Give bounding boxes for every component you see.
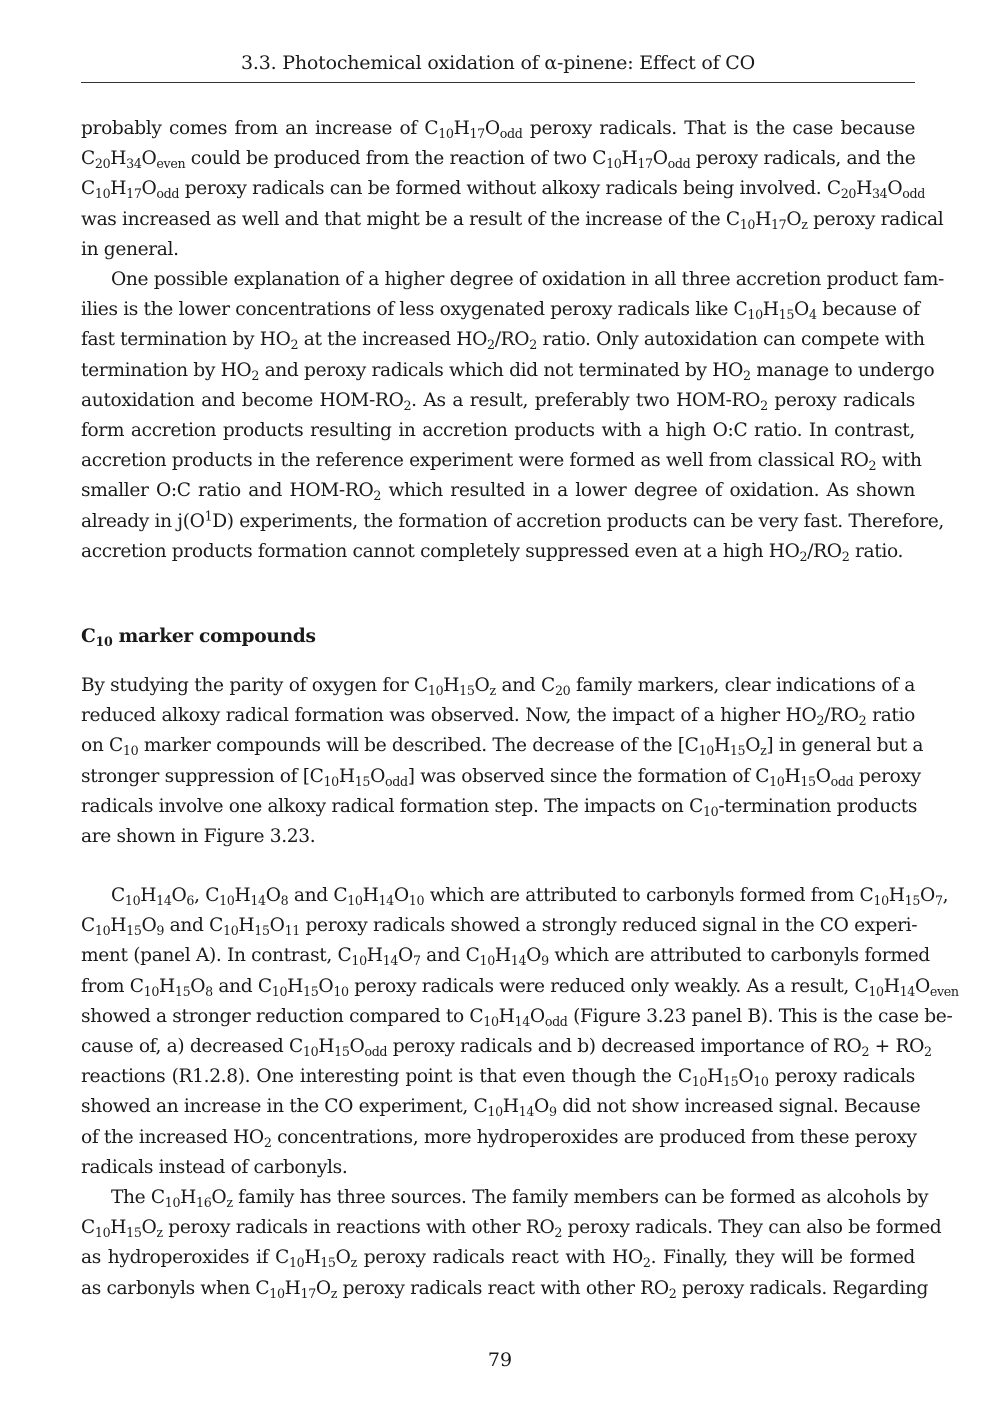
text-line: accretion products in the reference experiment were formed as well from classical $RO_2$ with [81,450,922,474]
text-line: accretion products formation cannot completely suppressed even at a high $HO_2/RO_2$ ratio. [81,540,904,564]
text-line: reactions (R1.2.8). One interesting point is that even though the $C_{10}H_{15}O_{10}$ peroxy radicals [81,1066,915,1090]
header-rule [81,82,915,83]
text-line: probably comes from an increase of $C_{10}H_{17}O_{odd}$ peroxy radicals. That is the case because [81,118,915,142]
text-line: are shown in Figure 3.23. [81,825,316,847]
paragraph-carbonyls [81,881,959,1183]
text-line: was increased as well and that might be a result of the increase of the $C_{10}H_{17}O_z$ peroxy radical [81,208,944,232]
paragraph-parity-of-oxygen [81,671,924,852]
text-line: as hydroperoxides if $C_{10}H_{15}O_z$ peroxy radicals react with $HO_2$. Finally, they will be formed [81,1247,915,1271]
paragraph-accretion-explanation [81,265,944,567]
text-line: cause of, a) decreased $C_{10}H_{15}O_{odd}$ peroxy radicals and b) decreased importance of $RO_2 + RO_2$ [81,1035,932,1059]
text-line: autoxidation and become HOM-$RO_2$. As a result, preferably two HOM-$RO_2$ peroxy radicals [81,389,916,413]
text-line: $C_{10}H_{15}O_z$ peroxy radicals in reactions with other $RO_2$ peroxy radicals. They can also be formed [81,1217,942,1241]
text-line: radicals involve one alkoxy radical formation step. The impacts on $C_{10}$-termination products [81,795,918,819]
text-line: ilies is the lower concentrations of less oxygenated peroxy radicals like $C_{10}H_{15}O_4$ because of [81,299,920,323]
text-line: form accretion products resulting in accretion products with a high O:C ratio. In contrast, [81,419,915,441]
text-line: already in $j(O^1D)$ experiments, the formation of accretion products can be very fast. Therefore, [81,508,944,532]
text-line: fast termination by $HO_2$ at the increased $HO_2/RO_2$ ratio. Only autoxidation can compete with [81,329,925,353]
paragraph-continuation [81,114,944,265]
text-line: on $C_{10}$ marker compounds will be described. The decrease of the $[C_{10}H_{15}O_z]$ in general but a [81,735,924,759]
text-line: reduced alkoxy radical formation was observed. Now, the impact of a higher $HO_2/RO_2$ ratio [81,705,915,729]
text-line: as carbonyls when $C_{10}H_{17}O_z$ peroxy radicals react with other $RO_2$ peroxy radicals. Regarding [81,1277,928,1301]
text-line: $C_{20}H_{34}O_{even}$ could be produced from the reaction of two $C_{10}H_{17}O_{odd}$ peroxy radicals, and the [81,148,916,172]
paragraph-c10h16oz-family [81,1183,942,1304]
text-line: $C_{10}H_{15}O_9$ and $C_{10}H_{15}O_{11}$ peroxy radicals showed a strongly reduced signal in the CO experi- [81,915,918,939]
running-header: 3.3. Photochemical oxidation of α-pinene: Effect of CO [240,52,755,74]
text-line: smaller O:C ratio and HOM-$RO_2$ which resulted in a lower degree of oxidation. As shown [81,480,915,504]
text-line: from $C_{10}H_{15}O_8$ and $C_{10}H_{15}O_{10}$ peroxy radicals were reduced only weakly. As a result, $C_{10}H_{14}O_{even}$ [81,975,959,999]
text-line: showed a stronger reduction compared to $C_{10}H_{14}O_{odd}$ (Figure 3.23 panel B). This is the case be- [81,1005,953,1029]
section-heading-c10-marker-compounds: $C_{10}$ marker compounds [81,626,316,650]
text-line: By studying the parity of oxygen for $C_{10}H_{15}O_z$ and $C_{20}$ family markers, clear indications of a [81,675,915,699]
text-line: $C_{10}H_{17}O_{odd}$ peroxy radicals can be formed without alkoxy radicals being involved. $C_{20}H_{34}O_{odd}$ [81,178,925,202]
text-line: ment (panel A). In contrast, $C_{10}H_{14}O_7$ and $C_{10}H_{14}O_9$ which are attributed to carbonyls formed [81,945,930,969]
text-line: of the increased $HO_2$ concentrations, more hydroperoxides are produced from these peroxy [81,1126,917,1150]
text-line: The $C_{10}H_{16}O_z$ family has three sources. The family members can be formed as alcohols by [111,1187,929,1211]
text-line: stronger suppression of $[C_{10}H_{15}O_{odd}]$ was observed since the formation of $C_{10}H_{15}O_{odd}$ peroxy [81,765,921,789]
text-line: radicals instead of carbonyls. [81,1156,348,1178]
text-line: in general. [81,238,179,260]
page-number: 79 [487,1349,513,1371]
text-line: showed an increase in the CO experiment, $C_{10}H_{14}O_9$ did not show increased signal. Because [81,1096,921,1120]
text-line: termination by $HO_2$ and peroxy radicals which did not terminated by $HO_2$ manage to undergo [81,359,935,383]
text-line: $C_{10}H_{14}O_6$, $C_{10}H_{14}O_8$ and $C_{10}H_{14}O_{10}$ which are attributed to carbonyls formed from $C_{10}H_{15}O_7$, [111,885,949,909]
text-line: One possible explanation of a higher degree of oxidation in all three accretion product fam- [111,269,944,290]
